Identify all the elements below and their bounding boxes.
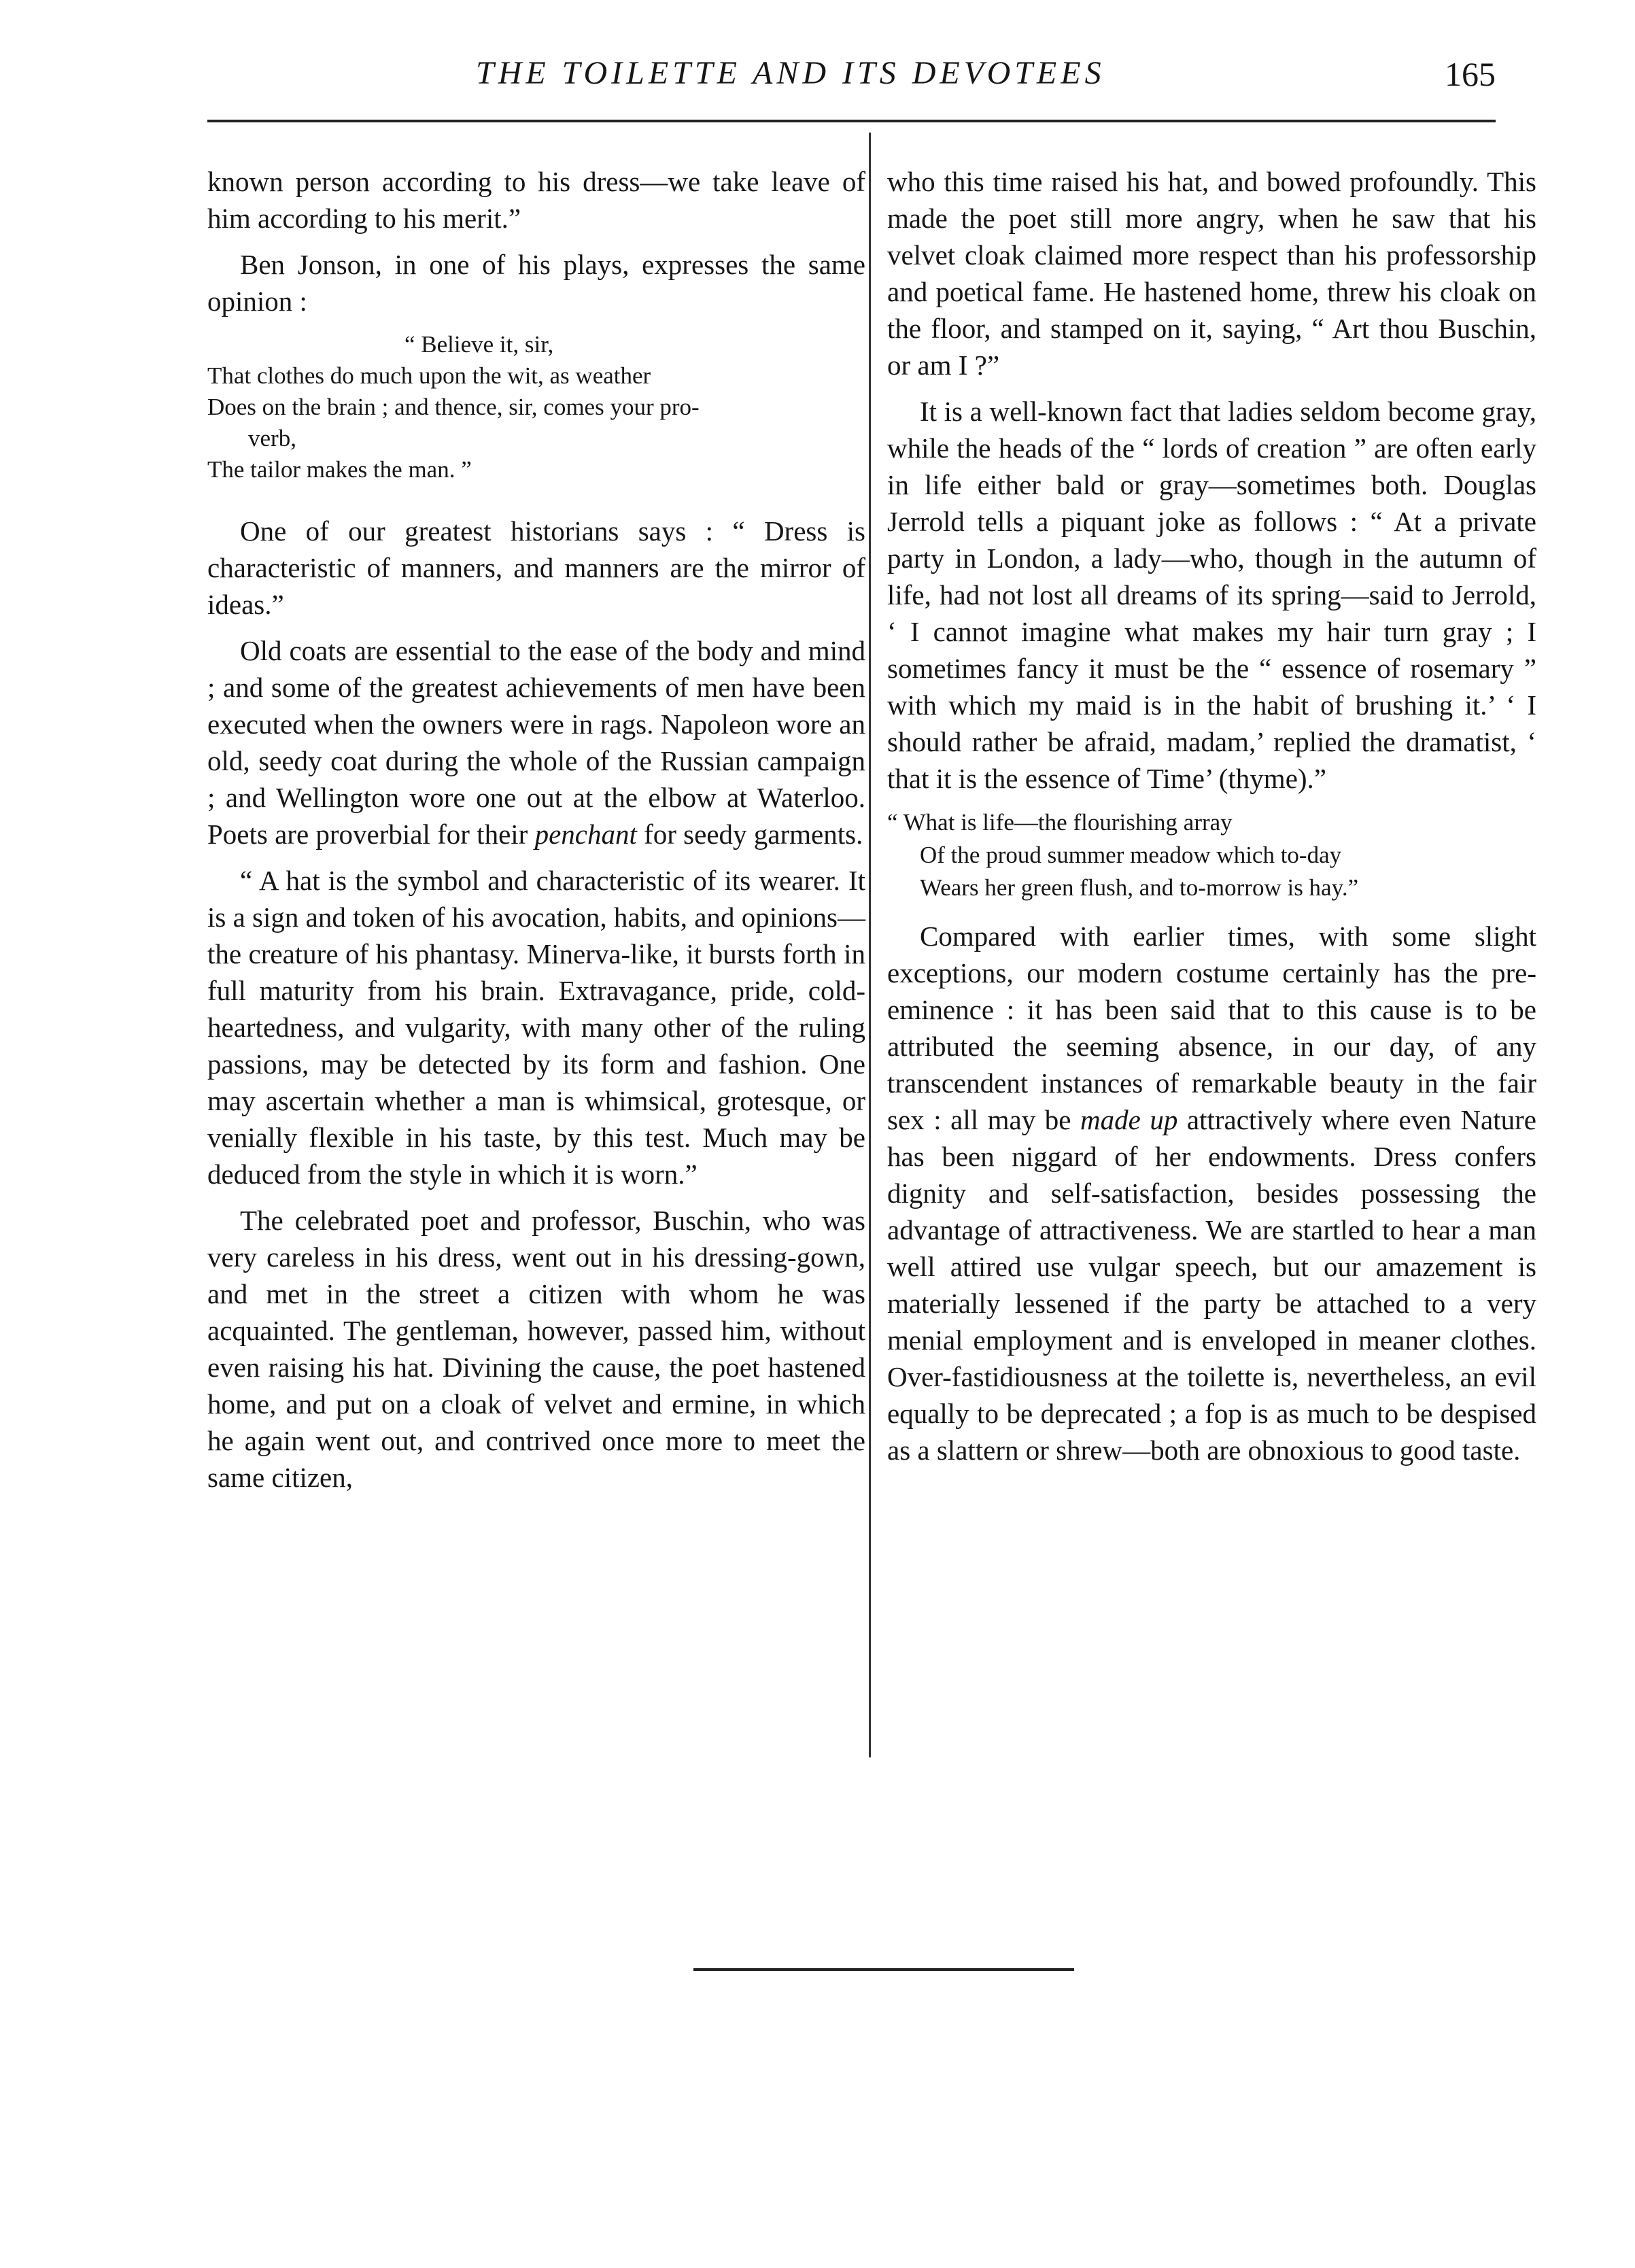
verse-line: The tailor makes the man. ” <box>207 456 472 483</box>
header-rule <box>207 120 1496 122</box>
running-head <box>204 54 1496 109</box>
verse-quote <box>887 806 1536 904</box>
running-title: THE TOILETTE AND ITS DEVOTEES <box>476 55 1105 91</box>
paragraph: One of our greatest historians says : “ Dress is characteristic of manners, and manners are the mirror of ideas.” <box>207 515 865 620</box>
italic-term: made up <box>1080 1104 1178 1135</box>
paragraph <box>887 918 1536 1468</box>
paragraph: Ben Jonson, in one of his plays, expresses the same opinion : <box>207 249 865 317</box>
paragraph: who this time raised his hat, and bowed profoundly. This made the poet still more angry, when he saw that his velvet cloak claimed more respect than his professorship and poetical fame. He hastened home, threw his cloak on the floor, and stamped on it, saying, “ Art thou Buschin, or am I ?” <box>887 166 1536 381</box>
verse-quote <box>207 329 865 485</box>
verse-line: Of the proud summer meadow which to-day <box>920 842 1342 868</box>
paragraph <box>207 632 865 853</box>
verse-line: Wears her green flush, and to-morrow is hay.” <box>920 874 1359 901</box>
end-rule <box>693 1968 1074 1971</box>
paragraph-text: attractively where even Nature has been niggard of her endowments. Dress confers dignity and self-satisfaction, besides possessing the advantage of attractiveness. We are startled to hear a man well attired use vulgar speech, but our amazement is materially lessened if the party be attached to a very menial employment and is enveloped in meaner clothes. Over-fastidiousness at the toilette is, nevertheless, an evil equally to be deprecated ; a fop is as much to be despised as a slattern or shrew—both are obnoxious to good taste. <box>887 1104 1536 1466</box>
paragraph: It is a well-known fact that ladies seldom become gray, while the heads of the “ lords of creation ” are often early in life either bald or gray—sometimes both. Douglas Jerrold tells a piquant joke as follows : “ At a private party in London, a lady—who, though in the autumn of life, had not lost all dreams of its spring—said to Jerrold, ‘ I cannot imagine what makes my hair turn gray ; I sometimes fancy it must be the “ essence of rosemary ” with which my maid is in the habit of brushing it.’ ‘ I should rather be afraid, madam,’ replied the dramatist, ‘ that it is the essence of Time’ (thyme).” <box>887 396 1536 794</box>
paragraph: known person according to his dress—we take leave of him according to his merit.” <box>207 166 865 234</box>
paragraph: The celebrated poet and professor, Buschin, who was very careless in his dress, went out in his dressing-gown, and met in the street a citizen with whom he was acquainted. The gentleman, however, passed him, without even raising his hat. Divining the cause, the poet hastened home, and put on a cloak of velvet and ermine, in which he again went out, and contrived once more to meet the same citizen, <box>207 1205 865 1493</box>
paragraph: “ A hat is the symbol and characteristic of its wearer. It is a sign and token of his avocation, habits, and opinions—the creature of his phantasy. Minerva-like, it bursts forth in full maturity from his brain. Extravagance, pride, cold-heartedness, and vulgarity, with many other of the ruling passions, may be detected by its form and fashion. One may ascertain whether a man is whimsical, grotesque, or venially flexible in his taste, by this test. Much may be deduced from the style in which it is worn.” <box>207 865 865 1190</box>
column-divider <box>869 133 871 1757</box>
italic-term: penchant <box>534 819 637 850</box>
verse-line: “ What is life—the flourishing array <box>887 809 1233 836</box>
verse-line: “ Believe it, sir, <box>405 331 554 358</box>
paragraph-text: Compared with earlier times, with some slight exceptions, our modern costume certainly has the pre-eminence : it has been said that to this cause is to be attributed the seeming absence, in our day, of any transcendent instances of remarkable beauty in the fair sex : all may be <box>887 921 1536 1135</box>
right-column <box>887 163 1536 1478</box>
paragraph-text: for seedy garments. <box>636 819 863 850</box>
left-column <box>207 163 865 1505</box>
verse-line: That clothes do much upon the wit, as weather <box>207 362 651 389</box>
page-number: 165 <box>1445 55 1496 93</box>
verse-line: verb, <box>248 425 296 451</box>
verse-line: Does on the brain ; and thence, sir, comes your pro- <box>207 394 700 420</box>
paragraph-text: Old coats are essential to the ease of the body and mind ; and some of the greatest achievements of men have been executed when the owners were in rags. Napoleon wore an old, seedy coat during the whole of the Russian campaign ; and Wellington wore one out at the elbow at Waterloo. Poets are proverbial for their <box>207 635 865 850</box>
